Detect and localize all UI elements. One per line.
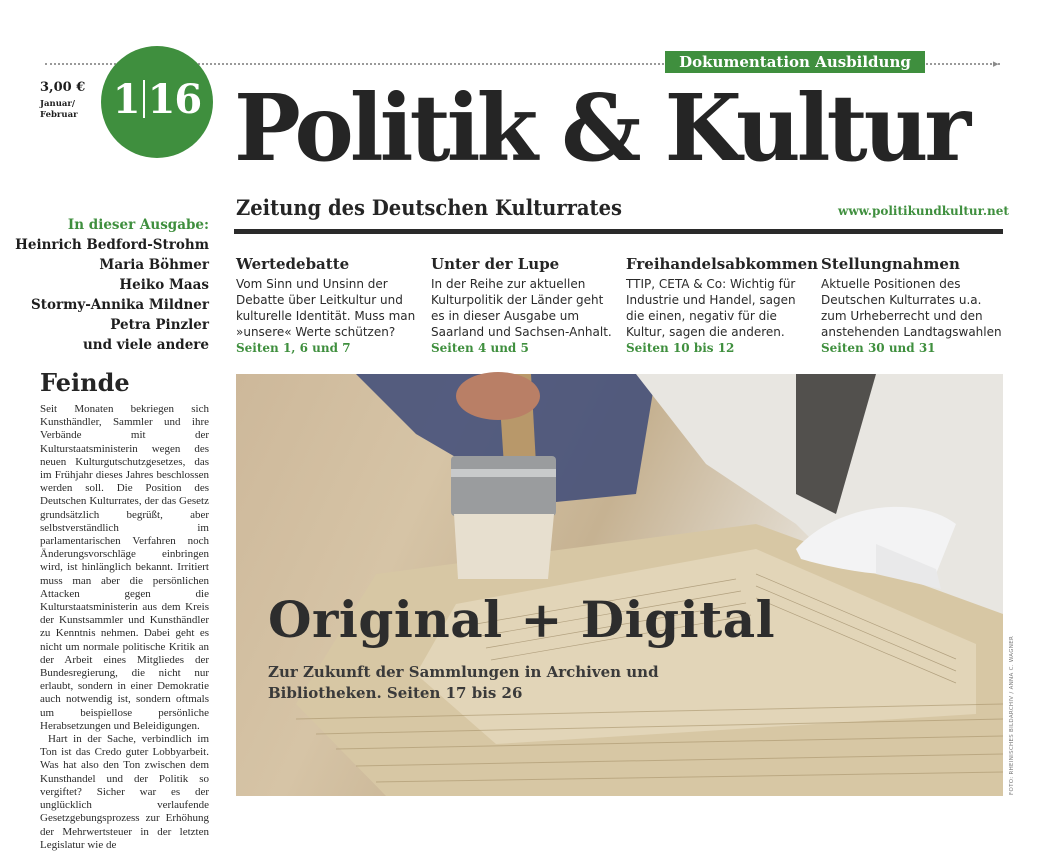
masthead-rule: [234, 229, 1003, 234]
teaser-stellungnahmen[interactable]: [821, 255, 1006, 355]
website-link[interactable]: www.politikundkultur.net: [838, 204, 1009, 218]
teaser-title: Freihandelsabkommen: [626, 255, 819, 273]
in-this-issue: [9, 215, 209, 355]
teaser-pages: Seiten 10 bis 12: [626, 341, 735, 355]
issue-number-right: 16: [147, 76, 202, 123]
cover-photo-illustration: [236, 374, 1003, 796]
arrow-right-icon: ▸: [993, 57, 999, 70]
teaser-text: In der Reihe zur aktuellen Kulturpolitik der Länder geht es in dieser Ausgabe um Saarland und Sachsen-Anhalt.: [431, 277, 612, 339]
teaser-text: Vom Sinn und Unsinn der Debatte über Leitkultur und kulturelle Identität. Muss man »unsere« Werte schützen?: [236, 277, 416, 339]
price: 3,00 €: [40, 80, 86, 95]
contributor-name: Maria Böhmer: [99, 257, 209, 273]
contributor-name: und viele andere: [82, 337, 209, 353]
teaser-title: Wertedebatte: [236, 255, 350, 273]
teaser-pages: Seiten 1, 6 und 7: [236, 341, 351, 355]
teaser-unter-der-lupe[interactable]: [431, 255, 616, 355]
teaser-title: Stellungnahmen: [821, 255, 960, 273]
in-this-issue-label: In dieser Ausgabe:: [67, 217, 209, 233]
cover-photo: [236, 374, 1003, 796]
issue-number-left: 1: [112, 76, 140, 123]
contributor-name: Stormy-Annika Mildner: [30, 297, 209, 313]
article-title: Feinde: [40, 368, 130, 397]
issue-month: [40, 99, 78, 121]
teaser-pages: Seiten 4 und 5: [431, 341, 529, 355]
teaser-title: Unter der Lupe: [431, 255, 560, 273]
teaser-text: Aktuelle Positionen des Deutschen Kulturrates u.a. zum Urheberrecht und den anstehenden Landtagswahlen: [821, 277, 1002, 339]
issue-month-line1: Januar/: [40, 99, 75, 109]
cover-title: Original + Digital: [268, 590, 776, 649]
issue-number-divider: [143, 80, 145, 118]
contributor-name: Heinrich Bedford-Strohm: [15, 237, 209, 253]
cover-subtitle: Zur Zukunft der Sammlungen in Archiven und Bibliotheken. Seiten 17 bis 26: [268, 663, 659, 702]
teaser-freihandelsabkommen[interactable]: [626, 255, 819, 355]
teaser-pages: Seiten 30 und 31: [821, 341, 936, 355]
masthead-title: Politik & Kultur: [234, 74, 968, 182]
issue-number: [101, 76, 213, 123]
issue-month-line2: Februar: [40, 110, 78, 120]
masthead-subtitle: Zeitung des Deutschen Kulturrates: [236, 195, 623, 220]
contributor-name: Heiko Maas: [119, 277, 209, 293]
photo-credit: FOTO: RHEINISCHES BILDARCHIV / ANNA C. WAGNER: [1009, 635, 1015, 795]
teaser-wertedebatte[interactable]: [236, 255, 421, 355]
article-paragraph: Seit Monaten bekriegen sich Kunsthändler, Sammler und ihre Verbände mit der Kulturstaatsministerin wegen des neuen Kulturgutschutzgesetzes, das im Frühjahr dieses Jahres beschlossen werden soll. Die Position des Deutschen Kulturrates, der das Gesetz grundsätzlich begrüßt, aber selbstverständlich im parlamentarischen Verfahren noch Änderungsvorschläge einbringen wird, ist hinlänglich bekannt. Irritiert muss man aber die persönlichen Attacken gegen die Kulturstaatsministerin aus dem Kreis der Kunstsammler und Kunsthändler zu Kenntnis nehmen. Dabei geht es nicht um normale politische Kritik an der Arbeit eines Mitgliedes der Bundesregierung, die nicht nur erlaubt, sondern in einer Demokratie auch notwendig ist, sondern oftmals um beispiellose persönliche Herabsetzungen und Beleidigungen.: [40, 403, 209, 732]
section-banner[interactable]: Dokumentation Ausbildung: [665, 51, 925, 73]
article-paragraph: Hart in der Sache, verbindlich im Ton ist das Credo guter Lobbyarbeit. Was hat also den Ton zwischen dem Kunsthandel und der Politik so vergiftet? Sicher war es der unglücklich verlaufende Gesetzgebungsprozess zur Erhöhung der Mehrwertsteuer in der letzten Legislatur wie de: [40, 733, 209, 851]
contributor-name: Petra Pinzler: [110, 317, 209, 333]
article-body: [40, 403, 209, 851]
teaser-text: TTIP, CETA & Co: Wichtig für Industrie und Handel, sagen die einen, negativ für die Kultur, sagen die anderen.: [626, 277, 796, 339]
